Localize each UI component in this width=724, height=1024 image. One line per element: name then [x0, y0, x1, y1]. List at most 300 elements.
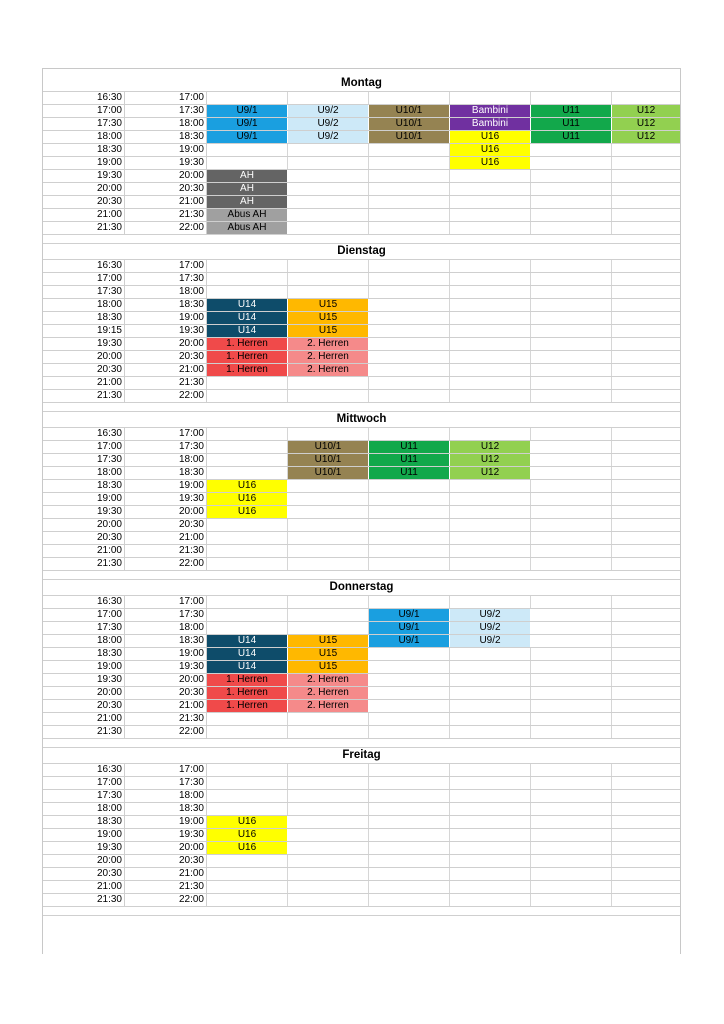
empty-slot — [612, 183, 680, 195]
empty-slot — [612, 351, 680, 363]
time-from: 19:15 — [43, 325, 125, 337]
time-from: 16:30 — [43, 260, 125, 272]
time-to: 20:30 — [125, 855, 207, 867]
empty-slot — [531, 338, 612, 350]
empty-slot — [369, 338, 450, 350]
schedule-row — [43, 480, 680, 493]
empty-slot — [450, 493, 531, 505]
team-slot: U9/2 — [288, 131, 369, 143]
empty-slot — [207, 609, 288, 621]
team-slot: U10/1 — [288, 441, 369, 453]
empty-slot — [207, 713, 288, 725]
empty-slot — [288, 532, 369, 544]
time-to: 17:30 — [125, 273, 207, 285]
day-title-mittwoch: Mittwoch — [43, 412, 680, 428]
team-slot: U15 — [288, 325, 369, 337]
team-slot: U12 — [450, 441, 531, 453]
empty-slot — [207, 144, 288, 156]
time-to: 18:00 — [125, 118, 207, 130]
empty-slot — [612, 596, 680, 608]
schedule-row — [43, 170, 680, 183]
schedule-row — [43, 648, 680, 661]
empty-slot — [450, 273, 531, 285]
empty-slot — [288, 545, 369, 557]
empty-slot — [207, 596, 288, 608]
time-from: 16:30 — [43, 92, 125, 104]
empty-slot — [531, 881, 612, 893]
empty-slot — [369, 855, 450, 867]
empty-slot — [369, 209, 450, 221]
empty-slot — [531, 661, 612, 673]
time-from: 20:00 — [43, 687, 125, 699]
empty-slot — [369, 558, 450, 570]
time-to: 21:00 — [125, 364, 207, 376]
time-from: 16:30 — [43, 596, 125, 608]
empty-slot — [369, 674, 450, 686]
empty-slot — [612, 325, 680, 337]
schedule-row — [43, 467, 680, 480]
empty-slot — [612, 286, 680, 298]
empty-slot — [531, 92, 612, 104]
empty-slot — [531, 635, 612, 647]
empty-slot — [288, 144, 369, 156]
time-from: 17:30 — [43, 118, 125, 130]
empty-slot — [612, 661, 680, 673]
time-from: 19:30 — [43, 170, 125, 182]
empty-slot — [288, 273, 369, 285]
empty-slot — [612, 726, 680, 738]
team-slot: U10/1 — [369, 105, 450, 117]
team-slot: U16 — [207, 506, 288, 518]
empty-slot — [612, 273, 680, 285]
time-to: 19:30 — [125, 493, 207, 505]
team-slot: 2. Herren — [288, 687, 369, 699]
time-from: 18:30 — [43, 816, 125, 828]
team-slot: 2. Herren — [288, 351, 369, 363]
empty-slot — [288, 480, 369, 492]
empty-slot — [288, 881, 369, 893]
schedule-row — [43, 92, 680, 105]
team-slot: 1. Herren — [207, 364, 288, 376]
time-from: 19:00 — [43, 661, 125, 673]
empty-slot — [450, 325, 531, 337]
empty-slot — [612, 764, 680, 776]
empty-slot — [450, 674, 531, 686]
time-to: 18:00 — [125, 454, 207, 466]
empty-slot — [450, 803, 531, 815]
empty-slot — [531, 558, 612, 570]
time-from: 18:30 — [43, 480, 125, 492]
schedule-row — [43, 545, 680, 558]
time-to: 17:00 — [125, 596, 207, 608]
empty-slot — [531, 299, 612, 311]
empty-slot — [531, 519, 612, 531]
time-from: 19:00 — [43, 157, 125, 169]
empty-slot — [369, 428, 450, 440]
team-slot: U12 — [612, 105, 680, 117]
empty-slot — [207, 855, 288, 867]
empty-slot — [531, 790, 612, 802]
empty-slot — [450, 260, 531, 272]
time-from: 16:30 — [43, 428, 125, 440]
team-slot: U9/1 — [207, 131, 288, 143]
schedule-row — [43, 105, 680, 118]
empty-slot — [450, 816, 531, 828]
time-from: 17:00 — [43, 609, 125, 621]
empty-slot — [369, 532, 450, 544]
training-schedule-sheet — [42, 68, 681, 954]
empty-slot — [612, 868, 680, 880]
time-to: 22:00 — [125, 390, 207, 402]
empty-slot — [369, 299, 450, 311]
empty-slot — [369, 777, 450, 789]
schedule-row — [43, 674, 680, 687]
schedule-row — [43, 260, 680, 273]
day-title-dienstag: Dienstag — [43, 244, 680, 260]
team-slot: U9/1 — [369, 622, 450, 634]
team-slot: 1. Herren — [207, 687, 288, 699]
schedule-row — [43, 519, 680, 532]
time-to: 21:00 — [125, 868, 207, 880]
time-to: 21:00 — [125, 700, 207, 712]
team-slot: U10/1 — [369, 131, 450, 143]
empty-slot — [612, 299, 680, 311]
empty-slot — [612, 364, 680, 376]
empty-slot — [288, 609, 369, 621]
day-separator — [43, 571, 680, 580]
empty-slot — [450, 519, 531, 531]
empty-slot — [288, 829, 369, 841]
empty-slot — [369, 700, 450, 712]
team-slot: U9/1 — [369, 609, 450, 621]
empty-slot — [288, 493, 369, 505]
empty-slot — [531, 196, 612, 208]
schedule-row — [43, 726, 680, 739]
empty-slot — [450, 299, 531, 311]
empty-slot — [288, 764, 369, 776]
empty-slot — [207, 532, 288, 544]
schedule-row — [43, 506, 680, 519]
team-slot: U15 — [288, 299, 369, 311]
time-from: 20:30 — [43, 364, 125, 376]
empty-slot — [531, 209, 612, 221]
empty-slot — [369, 390, 450, 402]
schedule-row — [43, 299, 680, 312]
empty-slot — [531, 390, 612, 402]
empty-slot — [450, 764, 531, 776]
time-to: 19:30 — [125, 661, 207, 673]
time-to: 19:30 — [125, 829, 207, 841]
empty-slot — [612, 196, 680, 208]
time-from: 18:00 — [43, 131, 125, 143]
time-from: 18:00 — [43, 299, 125, 311]
day-title-donnerstag: Donnerstag — [43, 580, 680, 596]
schedule-row — [43, 325, 680, 338]
team-slot: U16 — [207, 842, 288, 854]
time-to: 17:00 — [125, 428, 207, 440]
empty-slot — [450, 868, 531, 880]
schedule-row — [43, 894, 680, 907]
schedule-row — [43, 661, 680, 674]
empty-slot — [612, 700, 680, 712]
empty-slot — [369, 519, 450, 531]
empty-slot — [612, 545, 680, 557]
empty-slot — [531, 222, 612, 234]
empty-slot — [369, 144, 450, 156]
team-slot: Abus AH — [207, 222, 288, 234]
team-slot: U10/1 — [369, 118, 450, 130]
team-slot: U14 — [207, 312, 288, 324]
time-from: 21:00 — [43, 377, 125, 389]
empty-slot — [531, 364, 612, 376]
empty-slot — [531, 700, 612, 712]
team-slot: U9/2 — [288, 118, 369, 130]
team-slot: U16 — [207, 493, 288, 505]
time-to: 22:00 — [125, 222, 207, 234]
time-from: 16:30 — [43, 764, 125, 776]
time-from: 21:00 — [43, 881, 125, 893]
empty-slot — [207, 441, 288, 453]
empty-slot — [612, 790, 680, 802]
empty-slot — [612, 493, 680, 505]
schedule-row — [43, 829, 680, 842]
schedule-row — [43, 222, 680, 235]
time-to: 17:00 — [125, 92, 207, 104]
empty-slot — [450, 700, 531, 712]
empty-slot — [369, 868, 450, 880]
empty-slot — [369, 894, 450, 906]
team-slot: U11 — [369, 441, 450, 453]
time-to: 17:30 — [125, 777, 207, 789]
time-to: 22:00 — [125, 558, 207, 570]
schedule-row — [43, 532, 680, 545]
empty-slot — [531, 286, 612, 298]
empty-slot — [369, 596, 450, 608]
empty-slot — [288, 286, 369, 298]
time-to: 21:30 — [125, 209, 207, 221]
schedule-row — [43, 596, 680, 609]
empty-slot — [207, 157, 288, 169]
schedule-row — [43, 493, 680, 506]
day-title-montag: Montag — [43, 76, 680, 92]
schedule-row — [43, 390, 680, 403]
time-from: 21:30 — [43, 222, 125, 234]
team-slot: 2. Herren — [288, 700, 369, 712]
schedule-row — [43, 687, 680, 700]
empty-slot — [612, 816, 680, 828]
team-slot: Abus AH — [207, 209, 288, 221]
empty-slot — [612, 687, 680, 699]
team-slot: AH — [207, 170, 288, 182]
time-to: 17:00 — [125, 260, 207, 272]
schedule-row — [43, 842, 680, 855]
schedule-row — [43, 816, 680, 829]
empty-slot — [288, 519, 369, 531]
team-slot: 1. Herren — [207, 700, 288, 712]
time-from: 17:30 — [43, 790, 125, 802]
empty-slot — [612, 713, 680, 725]
time-to: 21:00 — [125, 532, 207, 544]
empty-slot — [531, 855, 612, 867]
time-from: 17:30 — [43, 454, 125, 466]
schedule-row — [43, 441, 680, 454]
schedule-row — [43, 118, 680, 131]
empty-slot — [288, 803, 369, 815]
empty-slot — [450, 894, 531, 906]
empty-slot — [369, 351, 450, 363]
empty-slot — [288, 816, 369, 828]
time-to: 21:30 — [125, 545, 207, 557]
schedule-row — [43, 183, 680, 196]
team-slot: 1. Herren — [207, 338, 288, 350]
empty-slot — [612, 674, 680, 686]
team-slot: U9/2 — [288, 105, 369, 117]
time-to: 18:30 — [125, 131, 207, 143]
empty-slot — [450, 183, 531, 195]
empty-slot — [288, 777, 369, 789]
time-to: 20:30 — [125, 351, 207, 363]
empty-slot — [450, 338, 531, 350]
team-slot: U9/1 — [207, 118, 288, 130]
empty-slot — [612, 803, 680, 815]
empty-slot — [450, 855, 531, 867]
time-from: 21:30 — [43, 390, 125, 402]
empty-slot — [531, 609, 612, 621]
schedule-row — [43, 157, 680, 170]
empty-slot — [531, 170, 612, 182]
empty-slot — [288, 183, 369, 195]
empty-slot — [612, 144, 680, 156]
empty-slot — [531, 545, 612, 557]
empty-slot — [612, 480, 680, 492]
empty-slot — [369, 764, 450, 776]
time-from: 21:30 — [43, 894, 125, 906]
empty-slot — [531, 803, 612, 815]
team-slot: 2. Herren — [288, 674, 369, 686]
empty-slot — [450, 596, 531, 608]
empty-slot — [531, 157, 612, 169]
empty-slot — [207, 260, 288, 272]
team-slot: U16 — [450, 131, 531, 143]
empty-slot — [369, 842, 450, 854]
empty-slot — [288, 390, 369, 402]
empty-slot — [531, 713, 612, 725]
team-slot: U9/1 — [207, 105, 288, 117]
time-from: 19:00 — [43, 829, 125, 841]
time-to: 19:30 — [125, 157, 207, 169]
time-to: 21:30 — [125, 881, 207, 893]
empty-slot — [612, 209, 680, 221]
empty-slot — [369, 506, 450, 518]
team-slot: U11 — [531, 105, 612, 117]
team-slot: U16 — [450, 157, 531, 169]
team-slot: U9/2 — [450, 635, 531, 647]
empty-slot — [450, 661, 531, 673]
empty-slot — [369, 183, 450, 195]
empty-slot — [612, 92, 680, 104]
schedule-row — [43, 777, 680, 790]
team-slot: U15 — [288, 635, 369, 647]
time-to: 19:00 — [125, 480, 207, 492]
team-slot: U10/1 — [288, 467, 369, 479]
time-to: 20:00 — [125, 338, 207, 350]
empty-slot — [207, 390, 288, 402]
schedule-row — [43, 855, 680, 868]
empty-slot — [612, 609, 680, 621]
empty-slot — [612, 441, 680, 453]
schedule-row — [43, 454, 680, 467]
time-from: 20:30 — [43, 868, 125, 880]
schedule-row — [43, 558, 680, 571]
empty-slot — [288, 170, 369, 182]
team-slot: U15 — [288, 661, 369, 673]
empty-slot — [288, 196, 369, 208]
team-slot: U16 — [450, 144, 531, 156]
empty-slot — [207, 273, 288, 285]
schedule-row — [43, 338, 680, 351]
team-slot: AH — [207, 196, 288, 208]
empty-slot — [450, 558, 531, 570]
empty-slot — [369, 881, 450, 893]
team-slot: U11 — [531, 131, 612, 143]
empty-slot — [450, 428, 531, 440]
empty-slot — [369, 92, 450, 104]
empty-slot — [369, 325, 450, 337]
empty-slot — [612, 855, 680, 867]
time-from: 21:00 — [43, 209, 125, 221]
day-title-freitag: Freitag — [43, 748, 680, 764]
schedule-row — [43, 622, 680, 635]
empty-slot — [288, 596, 369, 608]
team-slot: U14 — [207, 661, 288, 673]
empty-slot — [207, 519, 288, 531]
empty-slot — [288, 558, 369, 570]
team-slot: U15 — [288, 312, 369, 324]
empty-slot — [531, 506, 612, 518]
empty-slot — [288, 790, 369, 802]
empty-slot — [612, 829, 680, 841]
empty-slot — [612, 519, 680, 531]
time-from: 20:00 — [43, 351, 125, 363]
empty-slot — [207, 454, 288, 466]
time-from: 17:00 — [43, 777, 125, 789]
empty-slot — [450, 170, 531, 182]
empty-slot — [288, 842, 369, 854]
schedule-row — [43, 868, 680, 881]
empty-slot — [612, 894, 680, 906]
empty-slot — [531, 325, 612, 337]
schedule-row — [43, 144, 680, 157]
empty-slot — [369, 661, 450, 673]
empty-slot — [288, 713, 369, 725]
time-to: 17:30 — [125, 441, 207, 453]
empty-slot — [207, 777, 288, 789]
empty-slot — [450, 364, 531, 376]
empty-slot — [288, 868, 369, 880]
empty-slot — [531, 894, 612, 906]
empty-slot — [531, 493, 612, 505]
empty-slot — [207, 790, 288, 802]
empty-slot — [450, 842, 531, 854]
empty-slot — [612, 622, 680, 634]
time-from: 19:30 — [43, 506, 125, 518]
empty-slot — [369, 286, 450, 298]
time-from: 18:00 — [43, 467, 125, 479]
empty-slot — [531, 674, 612, 686]
team-slot: 2. Herren — [288, 364, 369, 376]
time-to: 21:30 — [125, 377, 207, 389]
empty-slot — [207, 428, 288, 440]
